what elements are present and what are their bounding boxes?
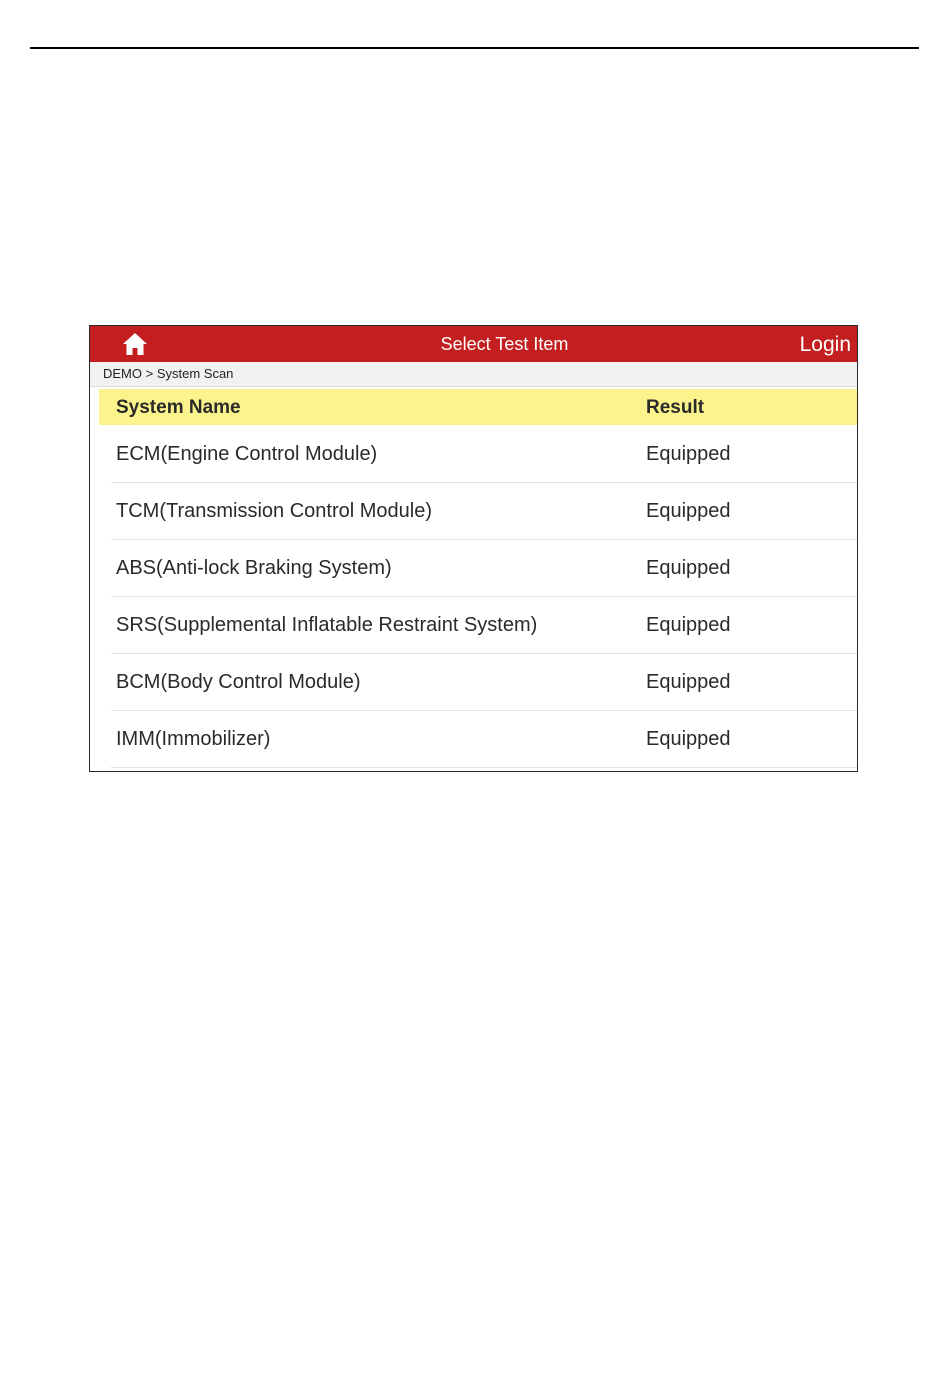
title-bar [90, 326, 857, 362]
system-name-cell: ABS(Anti-lock Braking System) [116, 557, 392, 579]
column-header-result: Result [646, 397, 705, 418]
result-cell: Equipped [646, 557, 731, 579]
table-row[interactable] [111, 654, 857, 711]
result-cell: Equipped [646, 614, 731, 636]
result-cell: Equipped [646, 443, 731, 465]
result-cell: Equipped [646, 728, 731, 750]
breadcrumb: DEMO > System Scan [90, 362, 857, 387]
table-row[interactable] [111, 711, 857, 768]
column-header-system-name: System Name [116, 397, 241, 418]
table-header [99, 389, 857, 425]
system-name-cell: IMM(Immobilizer) [116, 728, 271, 750]
result-cell: Equipped [646, 671, 731, 693]
system-name-cell: ECM(Engine Control Module) [116, 443, 378, 465]
system-list [111, 426, 857, 768]
table-row[interactable] [111, 483, 857, 540]
system-name-cell: BCM(Body Control Module) [116, 671, 361, 693]
system-name-cell: SRS(Supplemental Inflatable Restraint System) [116, 614, 538, 636]
table-row[interactable] [111, 597, 857, 654]
diagnostic-screen [89, 325, 858, 772]
system-name-cell: TCM(Transmission Control Module) [116, 500, 432, 522]
table-row[interactable] [111, 540, 857, 597]
result-cell: Equipped [646, 500, 731, 522]
table-row[interactable] [111, 426, 857, 483]
page-title: Select Test Item [440, 334, 569, 354]
login-button[interactable]: Login [799, 333, 851, 356]
page-header-rule [30, 47, 919, 49]
